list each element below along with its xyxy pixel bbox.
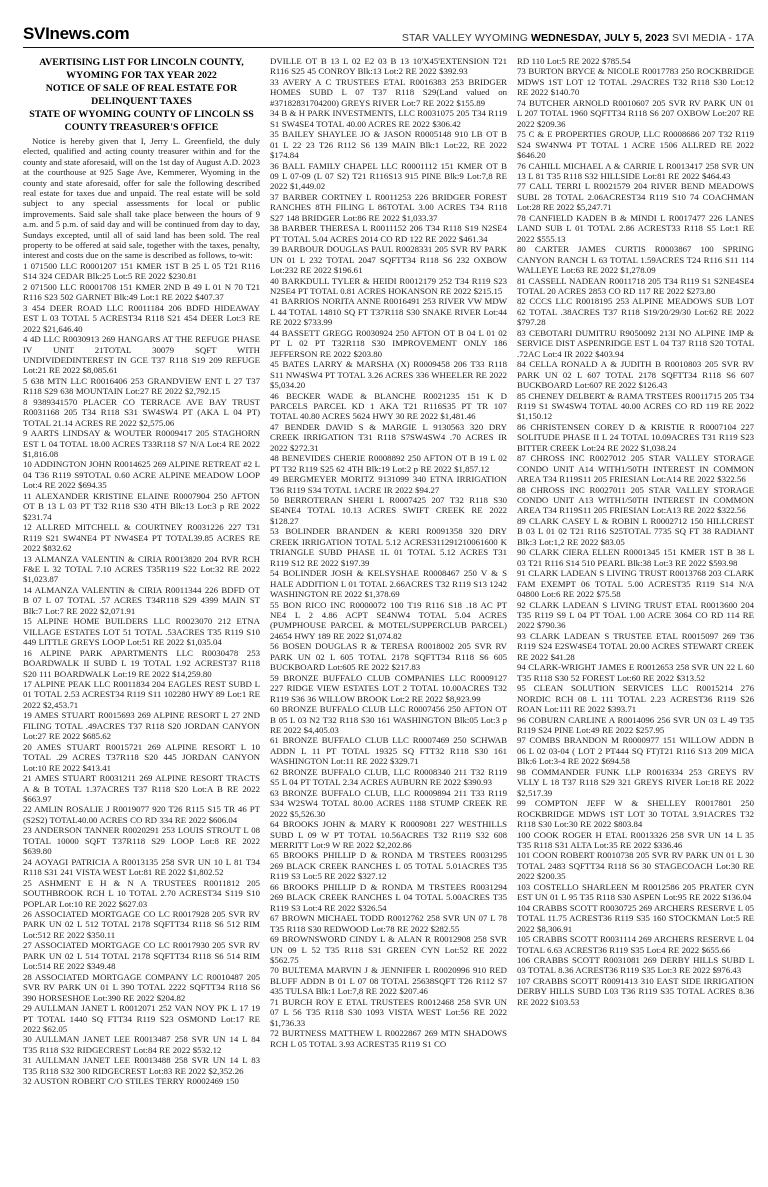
- tax-entry: 72 BURTNESS MATTHEW L R0022867 269 MTN SHADOWS RCH L 05 TOTAL 3.93 ACREST35 R119 S1 CO: [270, 1028, 507, 1049]
- tax-entry: 45 BATES LARRY & MARSHA (X) R0009458 206 T33 R118 S11 NW4SW4 PT TOTAL 3.26 ACRES 336 WHEELER RE 2022 $5,034.20: [270, 359, 507, 391]
- tax-entry: 14 ALMANZA VALENTIN & CIRIA R0011344 226 BDFD OT B 07 L 07 TOTAL .57 ACRES T34R118 S29 4399 MAIN ST Blk:7 Lot:7 RE 2022 $2,071.91: [23, 584, 260, 616]
- tax-entry: 24 AOYAGI PATRICIA A R0013135 258 SVR UN 10 L 81 T34 R118 S31 241 VISTA WEST Lot:81 RE 2022 $1,802.52: [23, 856, 260, 878]
- tax-entry: 107 CRABBS SCOTT R0091413 310 EAST SIDE IRRIGATION DERBY HILLS SUBD L03 T36 R119 S35 TOTAL ACRES 8.36 RE 2022 $103.53: [517, 975, 754, 1007]
- tax-entry: DVILLE OT B 13 L 02 E2 03 B 13 10'X45'EXTENSION T21 R116 S25 45 CONROY Blk:13 Lot:2 RE 2022 $392.93: [270, 56, 507, 77]
- tax-entry: 31 AULLMAN JANET LEE R0013488 258 SVR UN 14 L 83 T35 R118 S32 300 RIDGECREST Lot:83 RE 2022 $2,352.26: [23, 1055, 260, 1076]
- tax-entry: 27 ASSOCIATED MORTGAGE CO LC R0017930 205 SVR RV PARK UN 02 L 514 TOTAL 2178 SQFTT34 R118 S6 514 RIM Lot:514 RE 2022 $349.48: [23, 940, 260, 972]
- tax-entry: 61 BRONZE BUFFALO CLUB LLC R0007469 250 SCHWAB ADDN L 11 PT TOTAL 19325 SQ FTT32 R118 S30 161 WASHINGTON Lot:11 RE 2022 $329.71: [270, 735, 507, 767]
- tax-entry: 59 BRONZE BUFFALO CLUB COMPANIES LLC R0009127 227 RIDGE VIEW ESTATES LOT 2 TOTAL 10.00ACRES T32 R119 S36 36 WILLOW BROOK Lot:2 RE 2022 $8,923.99: [270, 672, 507, 704]
- tax-entry: 22 AMLIN ROSALIE J R0019077 920 T26 R115 S15 TR 46 PT (S2S2) TOTAL40.00 ACRES CO RD 334 RE 2022 $606.04: [23, 804, 260, 825]
- tax-entry: 63 BRONZE BUFFALO CLUB, LLC R0009894 211 T33 R119 S34 W2SW4 TOTAL 80.00 ACRES 1188 STUMP CREEK RE 2022 $5,526.30: [270, 787, 507, 819]
- tax-entry: 2 071500 LLC R0001708 151 KMER 2ND B 49 L 01 N 70 T21 R116 S23 502 GARNET Blk:49 Lot:1 RE 2022 $407.37: [23, 281, 260, 303]
- tax-entry: 70 BULTEMA MARVIN J & JENNIFER L R0020996 910 RED BLUFF ADDN B 01 L 07 08 TOTAL 25638SQFT T26 R112 S7 435 TULSA Blk:1 Lot:7,8 RE 2022 $207.46: [270, 965, 507, 997]
- tax-entry: 98 COMMANDER FUNK LLP R0016334 253 GREYS RV VLLY L 18 T37 R118 S29 321 GREYS RIVER Lot:18 RE 2022 $2,517.39: [517, 766, 754, 798]
- tax-entry: 73 BURTON BRYCE & NICOLE R0017783 250 ROCKBRIDGE MDWS 1ST LOT 12 TOTAL .29ACRES T32 R118 S30 Lot:12 RE 2022 $140.70: [517, 66, 754, 98]
- tax-entry: 80 CARTER JAMES CURTIS R0003867 100 SPRING CANYON RANCH L 63 TOTAL 1.59ACRES T24 R116 S11 114 WALLEYE Lot:63 RE 2022 $1,278.09: [517, 244, 754, 276]
- tax-entry: 25 ASHMENT E H & N A TRUSTEES R0011812 205 SOUTHBROOK RCH L 10 TOTAL 2.70 ACREST34 S119 S10 POPLAR Lot:10 RE 2022 $627.03: [23, 877, 260, 909]
- tax-entry: 47 BENDER DAVID S & MARGIE L 9130563 320 DRY CREEK IRRIGATION T31 R118 S7SW4SW4 .70 ACRES IR 2022 $272.31: [270, 421, 507, 453]
- tax-entry: 67 BROWN MICHAEL TODD R0012762 258 SVR UN 07 L 78 T35 R118 S30 REDWOOD Lot:78 RE 2022 $282.55: [270, 913, 507, 934]
- tax-entry: 28 ASSOCIATED MORTGAGE COMPANY LC R0010487 205 SVR RV PARK UN 01 L 390 TOTAL 2222 SQFTT34 R118 S6 390 HORSESHOE Lot:390 RE 2022 $204.82: [23, 971, 260, 1003]
- tax-entry: 71 BURCH ROY E ETAL TRUSTEES R0012468 258 SVR UN 07 L 56 T35 R118 S30 1093 VISTA WEST Lot:56 RE 2022 $1,736.33: [270, 996, 507, 1028]
- tax-entry: 30 AULLMAN JANET LEE R0013487 258 SVR UN 14 L 84 T35 R118 S32 RIDGECREST Lot:84 RE 2022 $532.12: [23, 1034, 260, 1055]
- tax-entry: 95 CLEAN SOLUTION SERVICES LLC R0015214 276 NORDIC RCH 08 L 111 TOTAL 2.23 ACREST36 R119 S26 ROAN Lot:111 RE 2022 $393.71: [517, 683, 754, 715]
- tax-entry: RD 110 Lot:5 RE 2022 $785.54: [517, 56, 631, 66]
- tax-entry: 91 CLARK LADEAN S LIVING TRUST R0013768 203 CLARK FAM EXEMPT 06 TOTAL 5.00 ACREST35 R119 S14 N/A 04800 Lot:6 RE 2022 $75.58: [517, 568, 754, 600]
- tax-entry: 29 AULLMAN JANET L R0012071 252 VAN NOY PK L 17 19 PT TOTAL 1440 SQ FTT34 R119 S23 OSMOND Lot:17 RE 2022 $62.05: [23, 1003, 260, 1034]
- tax-entry: 75 C & E PROPERTIES GROUP, LLC R0008686 207 T32 R119 S24 SW4NW4 PT TOTAL 1 ACRE 1506 ALLRED RE 2022 $646.20: [517, 129, 754, 161]
- tax-entry: 3 454 DEER ROAD LLC R0011184 206 BDFD HIDEAWAY EST L 03 TOTAL 5 ACREST34 R118 S21 454 DEER Lot:3 RE 2022 $21,646.40: [23, 302, 260, 334]
- tax-entry: 62 BRONZE BUFFALO CLUB, LLC R0008340 211 T32 R119 S5 L 04 PT TOTAL 2.34 ACRES AUBURN RE 2022 $390.93: [270, 766, 507, 788]
- tax-entry-list-col3: [517, 56, 754, 1007]
- tax-entry: 100 COOK ROGER H ETAL R0013326 258 SVR UN 14 L 35 T35 R118 S31 ALTA Lot:35 RE 2022 $336.46: [517, 829, 754, 850]
- notice-title-line: COUNTY TREASURER'S OFFICE: [64, 122, 219, 133]
- tax-entry: 9 AARTS LINDSAY & WOUTER R0009417 205 STAGHORN EST L 04 TOTAL 18.00 ACRES T33R118 S7 N/A Lot:4 RE 2022 $1,816.08: [23, 428, 260, 460]
- tax-entry: 104 CRABBS SCOTT R0030725 269 ARCHERS RESERVE L 05 TOTAL 11.75 ACREST36 R119 S35 160 STOCKMAN Lot:5 RE 2022 $8,306.91: [517, 902, 754, 934]
- tax-entry: 92 CLARK LADEAN S LIVING TRUST ETAL R0013600 204 T35 R119 S9 L 04 PT TOAL 1.00 ACRE 3064 CO RD 114 RE 2022 $790.36: [517, 599, 754, 631]
- tax-entry: 46 BECKER WADE & BLANCHE R0021235 151 K D PARCELS PARCEL KD 1 AKA T21 R116S35 PT TR 107 TOTAL 40.80 ACRES 5624 HWY 30 RE 2022 $1,481.46: [270, 390, 507, 422]
- tax-entry: 89 CLARK CASEY L & ROBIN L R0002712 150 HILLCREST B 03 L 01 02 T21 R116 S25TOTAL 7735 SQ FT 38 RADIANT Blk:3 Lot:1,2 RE 2022 $83.05: [517, 515, 754, 547]
- tax-entry: 88 CHROSS INC R0027011 205 STAR VALLEY STORAGE CONDO UNIT A13 WITH1/50TH INTEREST IN COMMON AREA T34 R119S11 205 FRIESIAN Lot:A13 RE 2022 $322.56: [517, 484, 754, 516]
- tax-entry: 10 ADDINGTON JOHN R0014625 269 ALPINE RETREAT #2 L 04 T36 R119 S9TOTAL 0.60 ACRE ALPINE MEADOW LOOP Lot:4 RE 2022 $694.35: [23, 459, 260, 491]
- tax-entry: 87 CHROSS INC R0027012 205 STAR VALLEY STORAGE CONDO UNIT A14 WITH1/50TH INTEREST IN COMMON AREA T34 R119S11 205 FRIESIAN Lot:A14 RE 2022 $322.56: [517, 453, 754, 485]
- tax-entry: 55 BON RICO INC R0000072 100 T19 R116 S18 .18 AC PT NE4 L 2 4.86 ACPT SE4NW4 TOTAL 5.04 ACRES (PUMPHOUSE PARCEL & MOTEL/SUPPERCLUB PARCEL) 24654 HWY 189 RE 2022 $1,074.82: [270, 599, 507, 641]
- tax-entry: 36 BALL FAMILY CHAPEL LLC R0001112 151 KMER OT B 09 L 07-09 (L 07 S2) T21 R116S13 915 PINE Blk:9 Lot:7,8 RE 2022 $1,449.02: [270, 160, 507, 192]
- tax-entry: 96 COBURN CARLINE A R0014096 256 SVR UN 03 L 49 T35 R119 S24 PINE Lot:49 RE 2022 $257.95: [517, 714, 754, 735]
- page-info: [402, 32, 754, 44]
- tax-entry: 39 BARBOUR DOUGLAS PAUL R0028331 205 SVR RV PARK UN 01 L 232 TOTAL 2047 SQFTT34 R118 S6 232 OXBOW Lot:232 RE 2022 $196.61: [270, 244, 507, 276]
- notice-title-line: NOTICE OF SALE OF REAL ESTATE FOR: [45, 83, 238, 94]
- tax-entry: 81 CASSELL NADEAN R0011718 205 T34 R119 S1 S2NE4SE4 TOTAL 20 ACRES 2853 CO RD 117 RE 2022 $273.80: [517, 275, 754, 296]
- tax-entry: 84 CELLA RONALD A & JUDITH B R0010803 205 SVR RV PARK UN 02 L 607 TOTAL 2178 SQFTT34 R118 S6 607 BUCKBOARD Lot:607 RE 2022 $126.43: [517, 359, 754, 391]
- tax-entry: 105 CRABBS SCOTT R0031114 269 ARCHERS RESERVE L 04 TOTAL 6.63 ACREST36 R119 S35 Lot:4 RE 2022 $655.66: [517, 934, 754, 955]
- tax-entry: 19 AMES STUART R0015693 269 ALPINE RESORT L 27 2ND FILING TOTAL .49ACRES T37 R118 S20 JORDAN CANYON Lot:27 RE 2022 $685.62: [23, 710, 260, 742]
- tax-entry: 50 BERROTERAN SHERI L R0007425 207 T32 R118 S30 SE4NE4 TOTAL 10.13 ACRES SWIFT CREEK RE 2022 $128.27: [270, 495, 507, 526]
- tax-entry: 74 BUTCHER ARNOLD R0010607 205 SVR RV PARK UN 01 L 207 TOTAL 1960 SQFTT34 R118 S6 207 OXBOW Lot:207 RE 2022 $209.36: [517, 97, 754, 129]
- masthead: SVInews.com: [23, 24, 130, 43]
- header-media-tag: SVI MEDIA - 17A: [668, 32, 754, 44]
- tax-entry: 35 BAILEY SHAYLEE JO & JASON R0005148 910 LB OT B 01 L 22 23 T26 R112 S6 139 MAIN Blk:1 Lot:22, RE 2022 $174.84: [270, 129, 507, 161]
- tax-entry: 17 ALPINE PEAK LLC R0011834 204 EAGLES REST SUBD L 01 TOTAL 2.53 ACREST34 R119 S11 102280 HWY 89 Lot:1 RE 2022 $2,453.71: [23, 679, 260, 710]
- tax-entry: 15 ALPINE HOME BUILDERS LLC R0023070 212 ETNA VILLAGE ESTATES LOT 51 TOTAL .53ACRES T35 R119 S10 449 LITTLE GREYS LOOP Lot:51 RE 2022 $1,035.04: [23, 616, 260, 648]
- tax-entry: 94 CLARK-WRIGHT JAMES E R0012653 258 SVR UN 22 L 60 T35 R118 S30 52 FOREST Lot:60 RE 2022 $313.52: [517, 662, 754, 683]
- tax-entry: 26 ASSOCIATED MORTGAGE CO LC R0017928 205 SVR RV PARK UN 02 L 512 TOTAL 2178 SQFTT34 R118 S6 512 RIM Lot:512 RE 2022 $350.11: [23, 908, 260, 940]
- tax-entry: 66 BROOKS PHILLIP D & RONDA M TRSTEES R0031294 269 BLACK CREEK RANCHES L 04 TOTAL 5.00ACRES T35 R119 S3 Lot:4 RE 2022 $326.54: [270, 881, 507, 913]
- tax-entry: 64 BROOKS JOHN & MARY K R0009081 227 WESTHILLS SUBD L 09 W PT TOTAL 10.56ACRES T32 R119 S32 608 MERRITT Lot:9 W RE 2022 $2,202.86: [270, 819, 507, 850]
- tax-entry: 60 BRONZE BUFFALO CLUB LLC R0007456 250 AFTON OT B 05 L 03 N2 T32 R118 S30 161 WASHINGTON Blk:05 Lot:3 p RE 2022 $4,405.03: [270, 704, 507, 735]
- tax-entry: 78 CANFIELD KADEN B & MINDI L R0017477 226 LANES LAND SUB L 01 TOTAL 2.86 ACREST33 R118 S5 Lot:1 RE 2022 $555.13: [517, 212, 754, 244]
- tax-entry-list-col2: [270, 56, 507, 1049]
- tax-entry-list-col1: [23, 261, 260, 1087]
- tax-entry: 90 CLARK CIERA ELLEN R0001345 151 KMER 1ST B 38 L 03 T21 R116 S14 510 PEARL Blk:38 Lot:3 RE 2022 $593.98: [517, 547, 754, 568]
- tax-entry: 77 CALL TERRI L R0021579 204 RIVER BEND MEADOWS SUBL 28 TOTAL 2.06ACREST34 R119 S10 74 COACHMAN Lot:28 RE 2022 $5,247.71: [517, 181, 754, 213]
- tax-entry: 69 BROWNSWORD CINDY L & ALAN R R0012908 258 SVR UN 09 L 52 T35 R118 S31 GREEN CYN Lot:52 RE 2022 $562.75: [270, 934, 507, 965]
- notice-title-line: DELINQUENT TAXES: [91, 96, 192, 107]
- tax-entry: 20 AMES STUART R0015721 269 ALPINE RESORT L 10 TOTAL .29 ACRES T37R118 S20 445 JORDAN CANYON Lot:10 RE 2022 $413.41: [23, 741, 260, 773]
- tax-entry: 48 BENEVIDES CHERIE R0008892 250 AFTON OT B 19 L 02 PT T32 R119 S25 62 4TH Blk:19 Lot:2 p RE 2022 $1,857.12: [270, 453, 507, 474]
- tax-entry: 33 AVERY A C TRUSTEES ETAL R0016383 253 BRIDGER HOMES SUBD L 07 T37 R118 S29(Land valued on #37182831704200) GREYS RIVER Lot:7 RE 2022 $155.89: [270, 76, 507, 108]
- tax-entry: 12 ALLRED MITCHELL & COURTNEY R0031226 227 T31 R119 S21 SW4NE4 PT NW4SE4 PT TOTAL39.85 ACRES RE 2022 $832.62: [23, 522, 260, 554]
- tax-entry: 23 ANDERSON TANNER R0020291 253 LOUIS STROUT L 08 TOTAL 10000 SQFT T37R118 S29 LOOP Lot:8 RE 2022 $639.80: [23, 825, 260, 857]
- tax-entry: 49 BERGMEYER MORITZ 9131099 340 ETNA IRRIGATION T36 R119 S34 TOTAL 1ACRE IR 2022 $94.27: [270, 474, 507, 495]
- tax-entry: 40 BARKDULL TYLER & HEIDI R0012179 252 T34 R119 S23 N2SE4 PT TOTAL 0.81 ACRES HOKANSON RE 2022 $215.15: [270, 275, 507, 296]
- tax-entry: 93 CLARK LADEAN S TRUSTEE ETAL R0015097 269 T36 R119 S24 E2SW4SE4 TOTAL 20.00 ACRES STEWART CREEK RE 2022 $41.28: [517, 630, 754, 662]
- tax-entry: 103 COSTELLO SHARLEEN M R0012586 205 PRATER CYN EST UN 01 L 95 T35 R118 S30 ASPEN Lot:95 RE 2022 $136.04: [517, 881, 754, 903]
- tax-entry: 53 BOLINDER BRANDEN & KERI R0091358 320 DRY CREEK IRRIGATION TOTAL 5.12 ACRES311291210061600 K TRIANGLE SUBD PHASE 1L 01 TOTAL 5.12 ACRES T31 R119 S12 RE 2022 $197.39: [270, 526, 507, 568]
- notice-title-line: AVERTISING LIST FOR LINCOLN COUNTY,: [39, 57, 244, 68]
- tax-entry: 85 CHENEY DELBERT & RAMA TRSTEES R0011715 205 T34 R119 S1 SW4SW4 TOTAL 40.00 ACRES CO RD 119 RE 2022 $1,150.12: [517, 390, 754, 422]
- header-divider: [23, 47, 754, 48]
- page-header: [23, 24, 754, 44]
- tax-entry: 56 BOSEN DOUGLAS R & TERESA R0018002 205 SVR RV PARK UN 02 L 605 TOTAL 2178 SQFTT34 R118 S6 605 BUCKBOARD Lot:605 RE 2022 $217.83: [270, 641, 507, 673]
- notice-title-line: STATE OF WYOMING COUNTY OF LINCOLN SS: [29, 109, 254, 120]
- column-2: [270, 56, 507, 1087]
- tax-entry: 37 BARBER CORTNEY L R0011253 226 BRIDGER FOREST RANCHES 8TH FILING L 86TOTAL 3.00 ACRES T34 R118 S27 148 BRIDGER Lot:86 RE 2022 $1,033.37: [270, 191, 507, 223]
- tax-entry: 21 AMES STUART R0031211 269 ALPINE RESORT TRACTS A & B TOTAL 1.37ACRES T37 R118 S20 Lot:A B RE 2022 $663.97: [23, 773, 260, 804]
- tax-entry: 16 ALPINE PARK APARTMENTS LLC R0030478 253 BOARDWALK II SUBD L 19 TOTAL 1.92 ACREST37 R118 S20 111 BOARDWALK Lot:19 RE 2022 $14,259.80: [23, 647, 260, 679]
- tax-entry: 32 AUSTON ROBERT C/O STILES TERRY R0002469 150: [23, 1076, 239, 1087]
- tax-entry: 65 BROOKS PHILLIP D & RONDA M TRSTEES R0031295 269 BLACK CREEK RANCHES L 05 TOTAL 5.01ACRES T35 R119 S3 Lot:5 RE 2022 $327.12: [270, 850, 507, 882]
- tax-entry: 99 COMPTON JEFF W & SHELLEY R0017801 250 ROCKBRIDGE MDWS 1ST LOT 30 TOTAL 3.91ACRES T32 R118 S30 Lot:30 RE 2022 $803.84: [517, 798, 754, 830]
- notice-intro: Notice is hereby given that I, Jerry L. Greenfield, the duly elected, qualified and acting county treasurer within and for the county and state aforesaid, will on the 1st day of August A.D. 2023 at the courthouse at 925 Sage Ave, Kemmerer, Wyoming in the county and state aforesaid, offer for sale the following described real estate for taxes due and unpaid. The real estate will be sold subject to any special assessments for local or public improvements. Said sale shall take place between the hours of 9 a.m. and 5 p.m. of said day and will be continued from day to day, Sundays excepted, until all of said land has been sold. The real property to be offered at said sale, together with the taxes, penalty, interest and costs due on the same is described as follows, to-wit:: [23, 136, 260, 261]
- tax-entry: 44 BASSETT GREGG R0030924 250 AFTON OT B 04 L 01 02 PT L 02 PT T32R118 S30 IMPROVEMENT ONLY 186 JEFFERSON RE 2022 $203.80: [270, 327, 507, 359]
- tax-entry: 8 9389341570 PLACER CO TERRACE AVE BAY TRUST R0031168 205 T34 R118 S31 SW4SW4 PT (AKA L 04 PT) TOTAL 21.14 ACRES RE 2022 $2,575.06: [23, 396, 260, 428]
- notice-body: [23, 56, 756, 1087]
- notice-title-line: WYOMING FOR TAX YEAR 2022: [66, 70, 217, 81]
- notice-title: [23, 56, 260, 134]
- tax-entry: 34 B & H PARK INVESTMENTS, LLC R0031075 205 T34 R119 S1 SW4SE4 TOTAL 40.00 ACRES RE 2022 $306.42: [270, 108, 508, 129]
- tax-entry: 4 4D LLC R0030913 269 HANGARS AT THE REFUGE PHASE IV UNIT 21TOTAL 30079 SQFT WITH UNDIVIDEDINTEREST IN GCE T37 R118 S19 209 REFUGE Lot:21 RE 2022 $8,085.61: [23, 334, 260, 376]
- tax-entry: 5 638 MTN LLC R0016406 253 GRANDVIEW ENT L 27 T37 R118 S29 638 MOUNTAIN Lot:27 RE 2022 $2,792.15: [23, 375, 260, 397]
- tax-entry: 38 BARBER THERESA L R0011152 206 T34 R118 S19 N2SE4 PT TOTAL 5.04 ACRES 2014 CO RD 122 RE 2022 $461.34: [270, 223, 507, 244]
- tax-entry: 76 CAHILL MICHAEL A & CARRIE L R0013417 258 SVR UN 13 L 81 T35 R118 S32 HILLSIDE Lot:81 RE 2022 $464.43: [517, 160, 754, 181]
- tax-entry: 41 BARRIOS NORITA ANNE R0016491 253 RIVER VW MDW L 44 TOTAL 14810 SQ FT T37R118 S30 SNAKE RIVER Lot:44 RE 2022 $733.99: [270, 296, 507, 328]
- column-3: [517, 56, 754, 1087]
- tax-entry: 83 CEBOTARI DUMITRU R9050092 213I NO ALPINE IMP & SERVICE DIST ASPENRIDGE EST L 04 T37 R118 S20 TOTAL .72AC Lot:4 IR 2022 $403.94: [517, 327, 754, 359]
- tax-entry: 82 CCCS LLC R0018195 253 ALPINE MEADOWS SUB LOT 62 TOTAL .38ACRES T37 R118 S19/20/29/30 Lot:62 RE 2022 $797.28: [517, 296, 754, 328]
- tax-entry: 86 CHRISTENSEN COREY D & KRISTIE R R0007104 227 SOLITUDE PHASE II L 24 TOTAL 10.09ACRES T31 R119 S23 BITTER CREEK Lot:24 RE 2022 $1,038.24: [517, 421, 754, 453]
- tax-entry: 106 CRABBS SCOTT R0031081 269 DERBY HILLS SUBD L 03 TOTAL 8.36 ACREST36 R119 S35 Lot:3 RE 2022 $976.43: [517, 954, 754, 976]
- tax-entry: 101 COON ROBERT R0010738 205 SVR RV PARK UN 01 L 30 TOTAL 2483 SQFTT34 R118 S6 30 STAGECOACH Lot:30 RE 2022 $200.35: [517, 850, 754, 882]
- tax-entry: 54 BOLINDER JOSH & KELSYSHAE R0008467 250 V & S HALE ADDITION L 01 TOTAL 2.66ACRES T32 R119 S13 1242 WASHINGTON RE 2022 $1,378.69: [270, 568, 507, 600]
- header-location: STAR VALLEY WYOMING: [401, 32, 532, 44]
- tax-entry: 13 ALMANZA VALENTIN & CIRIA R0013820 204 RVR RCH F&E L 32 TOTAL 7.10 ACRES T35R119 S22 Lot:32 RE 2022 $1,023.87: [23, 553, 260, 585]
- header-date: WEDNESDAY, JULY 5, 2023: [531, 32, 669, 44]
- tax-entry: 1 071500 LLC R0001207 151 KMER 1ST B 25 L 05 T21 R116 S14 324 CEDAR Blk:25 Lot:5 RE 2022 $230.81: [23, 260, 260, 282]
- column-1: [23, 56, 260, 1087]
- tax-entry: 11 ALEXANDER KRISTINE ELAINE R0007904 250 AFTON OT B 13 L 03 PT T32 R118 S30 4TH Blk:13 Lot:3 p RE 2022 $231.74: [23, 490, 260, 522]
- tax-entry: 97 COMBS BRANDON M R0000977 151 WILLOW ADDN B 06 L 02 03-04 ( LOT 2 PT444 SQ FT)T21 R116 S13 209 MICA Blk:6 Lot:3-4 RE 2022 $694.58: [517, 735, 754, 767]
